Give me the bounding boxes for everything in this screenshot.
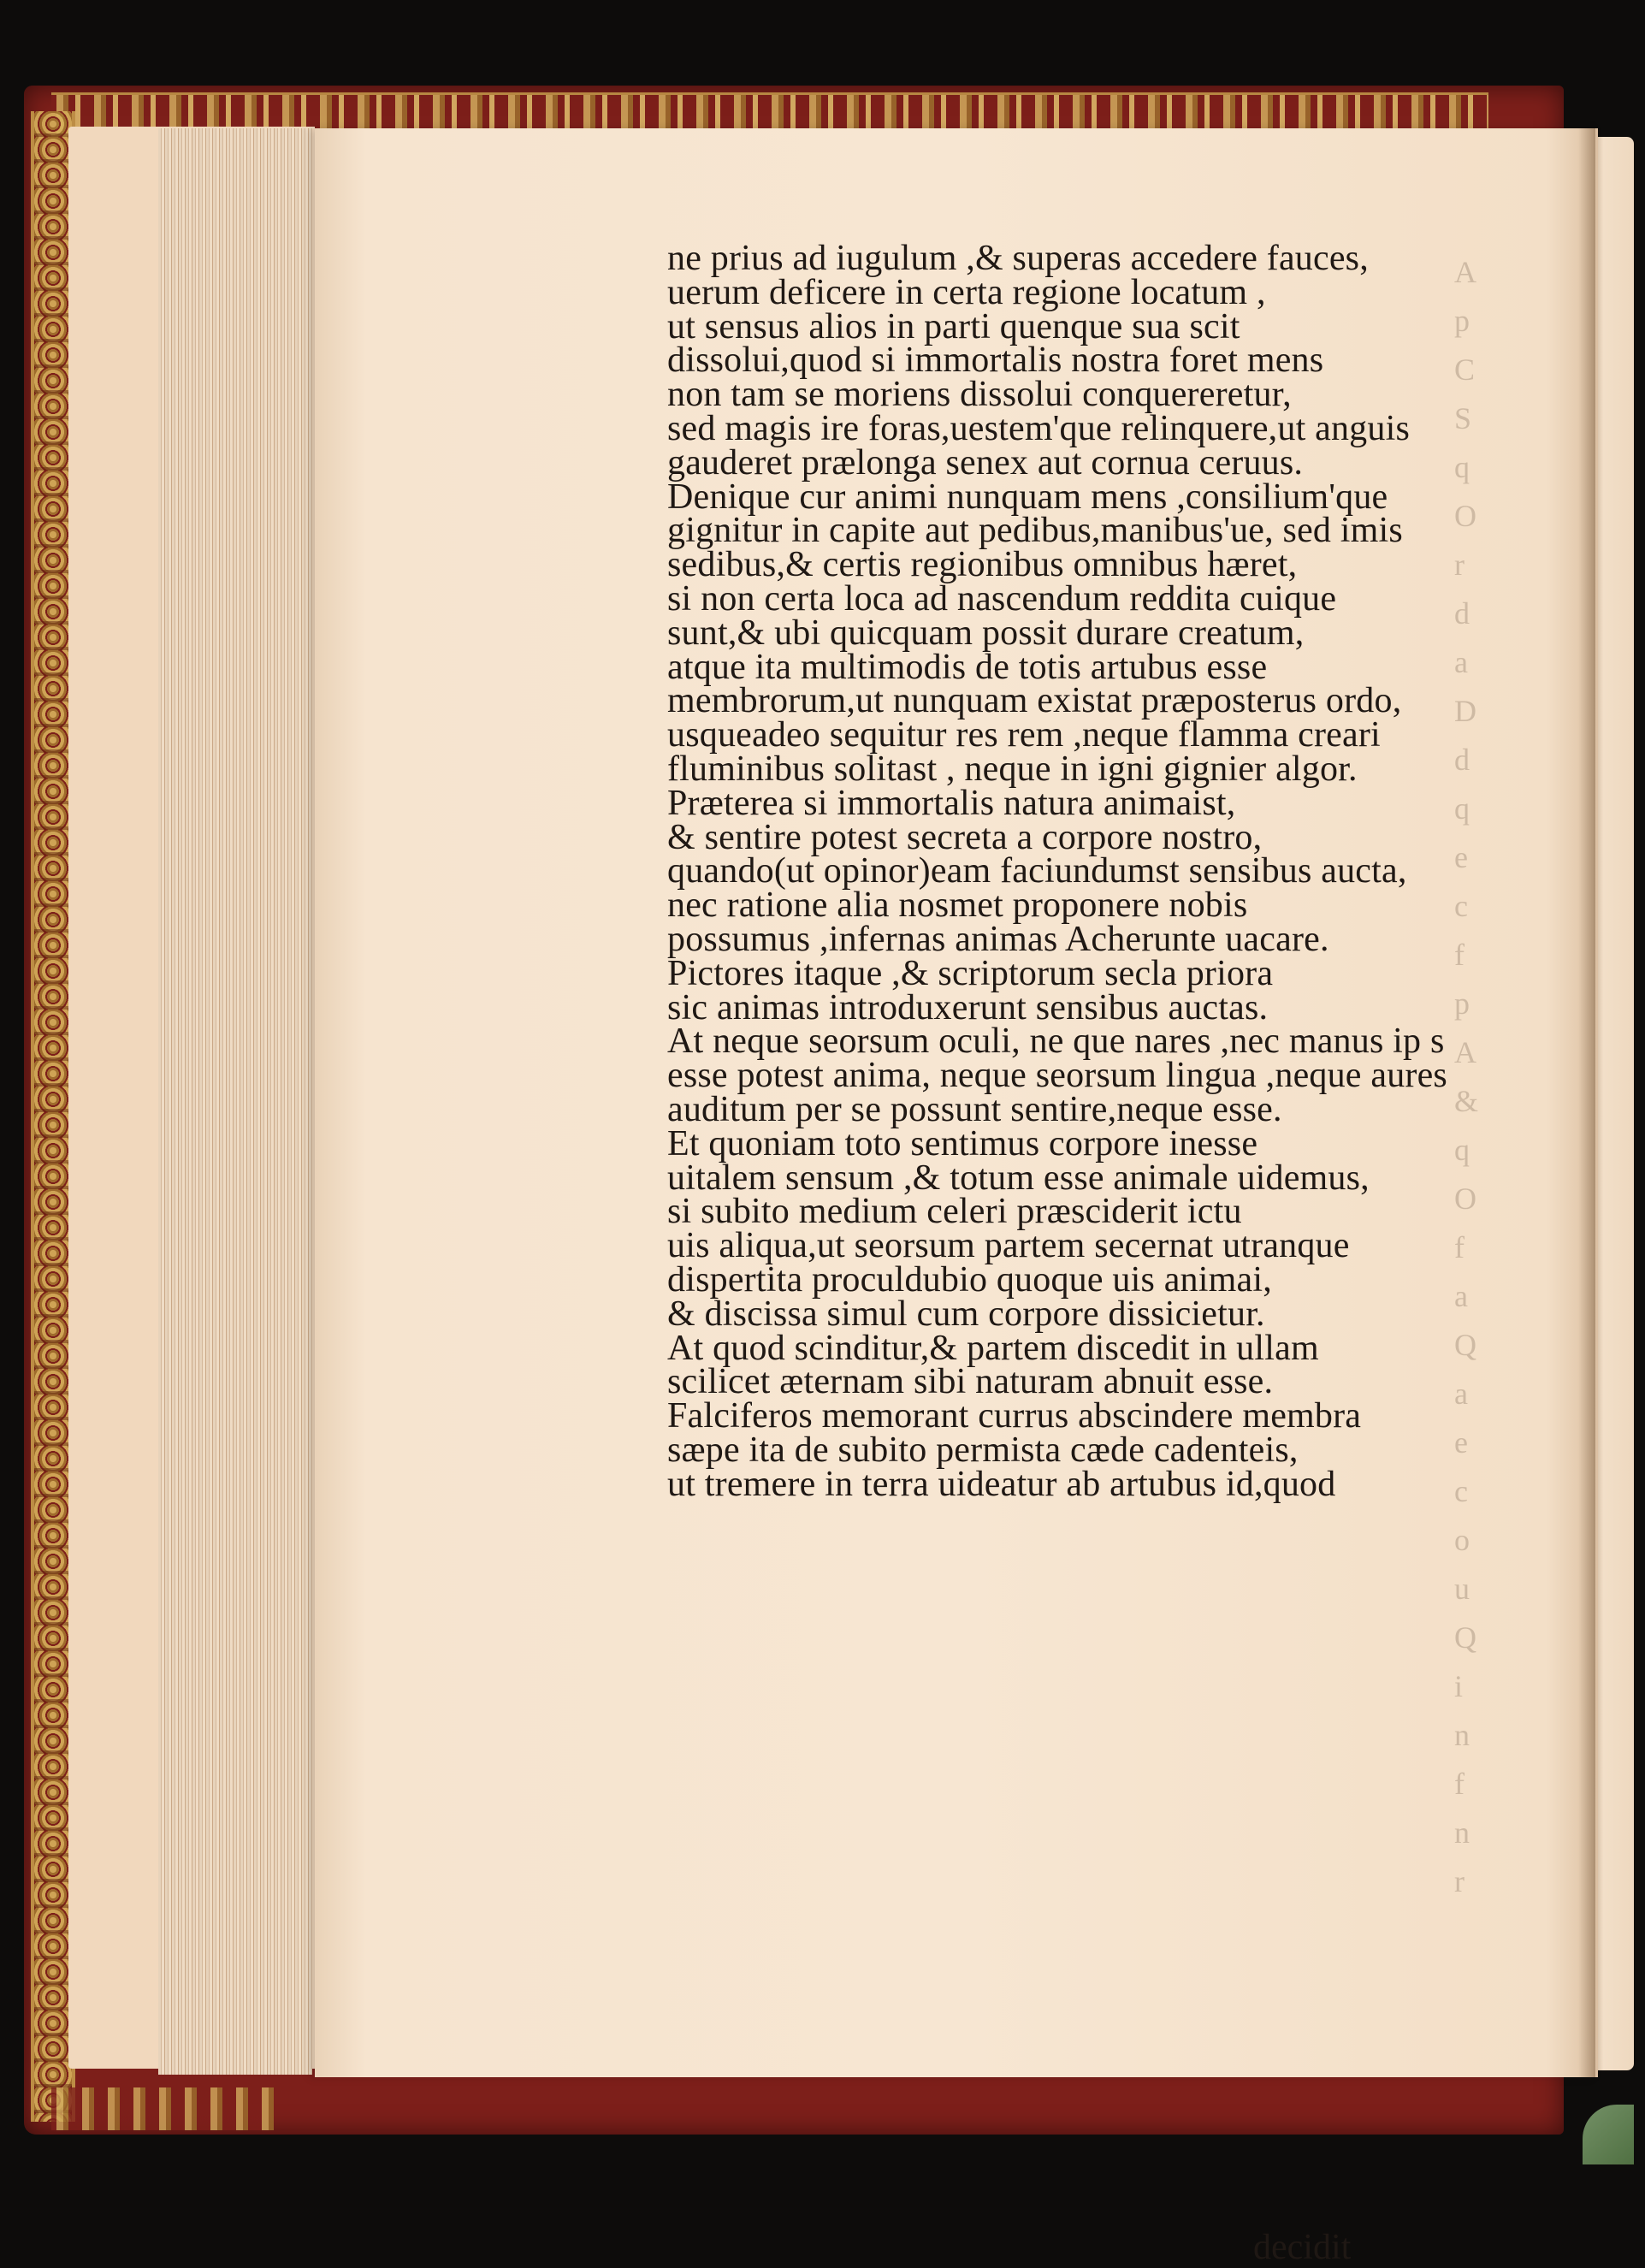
text-line: At quod scinditur,& partem discedit in ullam bbox=[667, 1328, 1319, 1368]
show-through-glyph: n bbox=[1454, 1718, 1470, 1752]
show-through-glyph: n bbox=[1454, 1815, 1470, 1850]
show-through-glyph: q bbox=[1454, 450, 1470, 484]
text-line: membrorum,ut nunquam existat præposterus ordo, bbox=[667, 681, 1402, 721]
gutter-shadow bbox=[1578, 128, 1595, 2077]
text-line: esse potest anima, neque seorsum lingua ,neque aures bbox=[667, 1056, 1447, 1096]
show-through-glyph: Q bbox=[1454, 1328, 1476, 1362]
page-edges-stack bbox=[158, 128, 312, 2075]
show-through-glyph: a bbox=[1454, 1377, 1468, 1411]
show-through-glyph: f bbox=[1454, 1767, 1465, 1801]
text-line: quando(ut opinor)eam faciundumst sensibus aucta, bbox=[667, 851, 1407, 891]
show-through-glyph: Q bbox=[1454, 1620, 1476, 1655]
show-through-glyph: f bbox=[1454, 938, 1465, 972]
show-through-glyph: O bbox=[1454, 499, 1476, 533]
show-through-glyph: A bbox=[1454, 1035, 1476, 1069]
text-line: ut tremere in terra uideatur ab artubus id,quod bbox=[667, 1464, 1336, 1504]
text-line: Præterea si immortalis natura animaist, bbox=[667, 783, 1236, 823]
show-through-glyph: & bbox=[1454, 1084, 1479, 1118]
text-line: & discissa simul cum corpore dissicietur. bbox=[667, 1294, 1265, 1334]
gilt-border-bottom bbox=[51, 2087, 274, 2130]
text-line: sæpe ita de subito permista cæde cadenteis, bbox=[667, 1430, 1299, 1470]
text-line: dispertita proculdubio quoque uis animai, bbox=[667, 1259, 1272, 1300]
text-line: dissolui,quod si immortalis nostra foret mens bbox=[667, 340, 1324, 381]
ribbon-marker bbox=[1583, 2105, 1634, 2164]
show-through-glyph: q bbox=[1454, 1133, 1470, 1167]
text-line: fluminibus solitast , neque in igni gignier algor. bbox=[667, 749, 1358, 789]
catchword: decidit bbox=[1253, 2228, 1352, 2267]
text-line: Et quoniam toto sentimus corpore inesse bbox=[667, 1123, 1258, 1164]
show-through-glyph: O bbox=[1454, 1181, 1476, 1216]
show-through-glyph: f bbox=[1454, 1230, 1465, 1264]
text-line: auditum per se possunt sentire,neque esse. bbox=[667, 1089, 1282, 1129]
text-line: At neque seorsum oculi, ne que nares ,nec manus ip s bbox=[667, 1021, 1445, 1062]
text-line: uis aliqua,ut seorsum partem secernat utranque bbox=[667, 1226, 1350, 1266]
text-line: uerum deficere in certa regione locatum , bbox=[667, 272, 1266, 312]
text-line: si non certa loca ad nascendum reddita cuique bbox=[667, 578, 1337, 619]
show-through-glyph: c bbox=[1454, 1474, 1468, 1508]
show-through-glyph: e bbox=[1454, 1425, 1468, 1460]
text-line: usqueadeo sequitur res rem ,neque flamma creari bbox=[667, 715, 1381, 755]
show-through-glyph: o bbox=[1454, 1523, 1470, 1557]
text-line: gauderet prælonga senex aut cornua ceruus. bbox=[667, 442, 1304, 483]
show-through-glyph: S bbox=[1454, 401, 1472, 435]
show-through-glyph: r bbox=[1454, 548, 1465, 582]
show-through-glyph: i bbox=[1454, 1669, 1464, 1703]
show-through-glyph: a bbox=[1454, 645, 1468, 679]
show-through-glyph: p bbox=[1454, 986, 1470, 1021]
text-line: Pictores itaque ,& scriptorum secla priora bbox=[667, 953, 1274, 993]
show-through-glyph: C bbox=[1454, 352, 1476, 387]
text-line: si subito medium celeri præsciderit ictu bbox=[667, 1192, 1242, 1232]
text-line: sunt,& ubi quicquam possit durare creatum, bbox=[667, 613, 1305, 653]
text-line: ut sensus alios in parti quenque sua scit bbox=[667, 306, 1240, 346]
text-line: sic animas introduxerunt sensibus auctas. bbox=[667, 987, 1269, 1027]
text-line: atque ita multimodis de totis artubus esse bbox=[667, 647, 1268, 687]
show-through-glyph: D bbox=[1454, 694, 1476, 728]
show-through-glyph: d bbox=[1454, 596, 1470, 631]
show-through-glyph: A bbox=[1454, 255, 1476, 289]
text-line: uitalem sensum ,& totum esse animale uidemus, bbox=[667, 1158, 1370, 1198]
show-through-glyph: p bbox=[1454, 304, 1470, 338]
text-line: Denique cur animi nunquam mens ,consilium'que bbox=[667, 477, 1388, 517]
show-through-glyph: a bbox=[1454, 1279, 1468, 1313]
show-through-glyph: c bbox=[1454, 889, 1468, 923]
text-line: Falciferos memorant currus abscindere membra bbox=[667, 1396, 1362, 1436]
text-line: possumus ,infernas animas Acherunte uacare. bbox=[667, 919, 1329, 959]
show-through-glyph: d bbox=[1454, 743, 1470, 777]
show-through-glyph: r bbox=[1454, 1864, 1465, 1898]
show-through-glyph: e bbox=[1454, 840, 1468, 874]
text-line: & sentire potest secreta a corpore nostro, bbox=[667, 817, 1263, 857]
show-through-glyph: q bbox=[1454, 791, 1470, 826]
text-line: sed magis ire foras,uestem'que relinquere,ut anguis bbox=[667, 408, 1411, 448]
text-line: ne prius ad iugulum ,& superas accedere fauces, bbox=[667, 239, 1369, 278]
show-through-glyph: u bbox=[1454, 1572, 1470, 1606]
text-line: non tam se moriens dissolui conquereretur, bbox=[667, 375, 1292, 415]
text-line: sedibus,& certis regionibus omnibus hæret, bbox=[667, 545, 1298, 585]
page-text-block bbox=[667, 239, 1557, 1504]
text-line: nec ratione alia nosmet proponere nobis bbox=[667, 885, 1248, 926]
text-line: gignitur in capite aut pedibus,manibus'ue, sed imis bbox=[667, 511, 1403, 551]
text-line: scilicet æternam sibi naturam abnuit esse. bbox=[667, 1362, 1274, 1402]
